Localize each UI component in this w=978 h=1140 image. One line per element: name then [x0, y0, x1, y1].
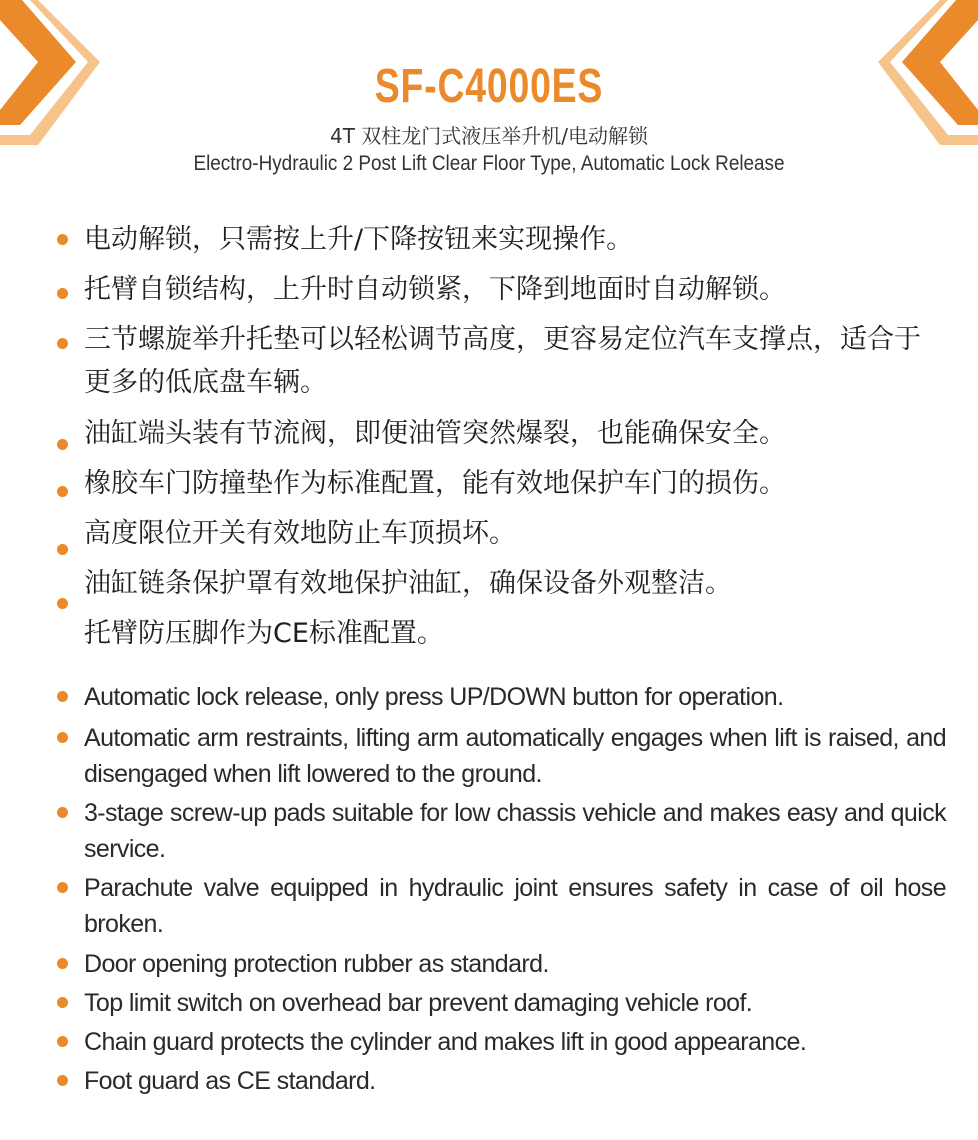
bullet-icon	[57, 732, 68, 743]
feature-item-cn	[84, 512, 946, 555]
bullet-icon	[57, 997, 68, 1008]
feature-text-en: 3-stage screw-up pads suitable for low chassis vehicle and makes easy and quick service.	[84, 799, 946, 863]
bullet-icon	[57, 439, 68, 450]
feature-item-cn	[84, 412, 946, 455]
feature-text-cn: 三节螺旋举升托垫可以轻松调节高度，更容易定位汽车支撑点，适合于更多的低底盘车辆。	[84, 324, 921, 398]
feature-item-en	[84, 946, 946, 982]
feature-text-en: Foot guard as CE standard.	[84, 1067, 376, 1095]
feature-item-cn	[84, 218, 946, 261]
feature-text-cn: 油缸链条保护罩有效地保护油缸，确保设备外观整洁。	[84, 568, 732, 599]
bullet-icon	[57, 598, 68, 609]
bullet-icon	[57, 958, 68, 969]
feature-text-en: Door opening protection rubber as standard.	[84, 950, 549, 978]
feature-text-en: Automatic lock release, only press UP/DOWN button for operation.	[84, 683, 784, 711]
subtitle-chinese: 4T 双柱龙门式液压举升机/电动解锁	[329, 124, 649, 148]
feature-item-en	[84, 795, 946, 867]
feature-item-en	[84, 679, 946, 715]
bullet-icon	[57, 807, 68, 818]
feature-item-en	[84, 1024, 946, 1060]
feature-text-en: Chain guard protects the cylinder and makes lift in good appearance.	[84, 1028, 807, 1056]
bullet-icon	[57, 338, 68, 349]
bullet-icon	[57, 234, 68, 245]
feature-text-cn: 托臂防压脚作为CE标准配置。	[84, 618, 444, 649]
feature-item-en	[84, 1063, 946, 1099]
bullet-icon	[57, 486, 68, 497]
feature-item-cn	[84, 268, 946, 311]
feature-item-cn	[84, 462, 946, 505]
bullet-icon	[57, 544, 68, 555]
bullet-icon	[57, 882, 68, 893]
feature-text-en: Parachute valve equipped in hydraulic joint ensures safety in case of oil hose broken.	[84, 874, 946, 938]
feature-text-en: Automatic arm restraints, lifting arm automatically engages when lift is raised, and disengaged when lift lowered to the ground.	[84, 724, 946, 788]
feature-text-cn: 橡胶车门防撞垫作为标准配置，能有效地保护车门的损伤。	[84, 468, 786, 499]
feature-item-en	[84, 985, 946, 1021]
feature-item-cn	[84, 612, 946, 655]
feature-item-en	[84, 870, 946, 942]
bullet-icon	[57, 691, 68, 702]
feature-item-cn	[84, 318, 946, 404]
feature-item-cn	[84, 562, 946, 605]
feature-text-en: Top limit switch on overhead bar prevent damaging vehicle roof.	[84, 989, 753, 1017]
feature-text-cn: 托臂自锁结构，上升时自动锁紧，下降到地面时自动解锁。	[84, 274, 786, 305]
feature-item-en	[84, 720, 946, 792]
bullet-icon	[57, 288, 68, 299]
bullet-icon	[57, 1075, 68, 1086]
feature-text-cn: 高度限位开关有效地防止车顶损坏。	[84, 518, 516, 549]
subtitle-english: Electro-Hydraulic 2 Post Lift Clear Floor Type, Automatic Lock Release	[193, 152, 785, 175]
bullet-icon	[57, 1036, 68, 1047]
feature-text-cn: 油缸端头装有节流阀，即便油管突然爆裂，也能确保安全。	[84, 418, 786, 449]
feature-text-cn: 电动解锁，只需按上升/下降按钮来实现操作。	[84, 224, 634, 255]
model-title: SF-C4000ES	[374, 60, 604, 113]
